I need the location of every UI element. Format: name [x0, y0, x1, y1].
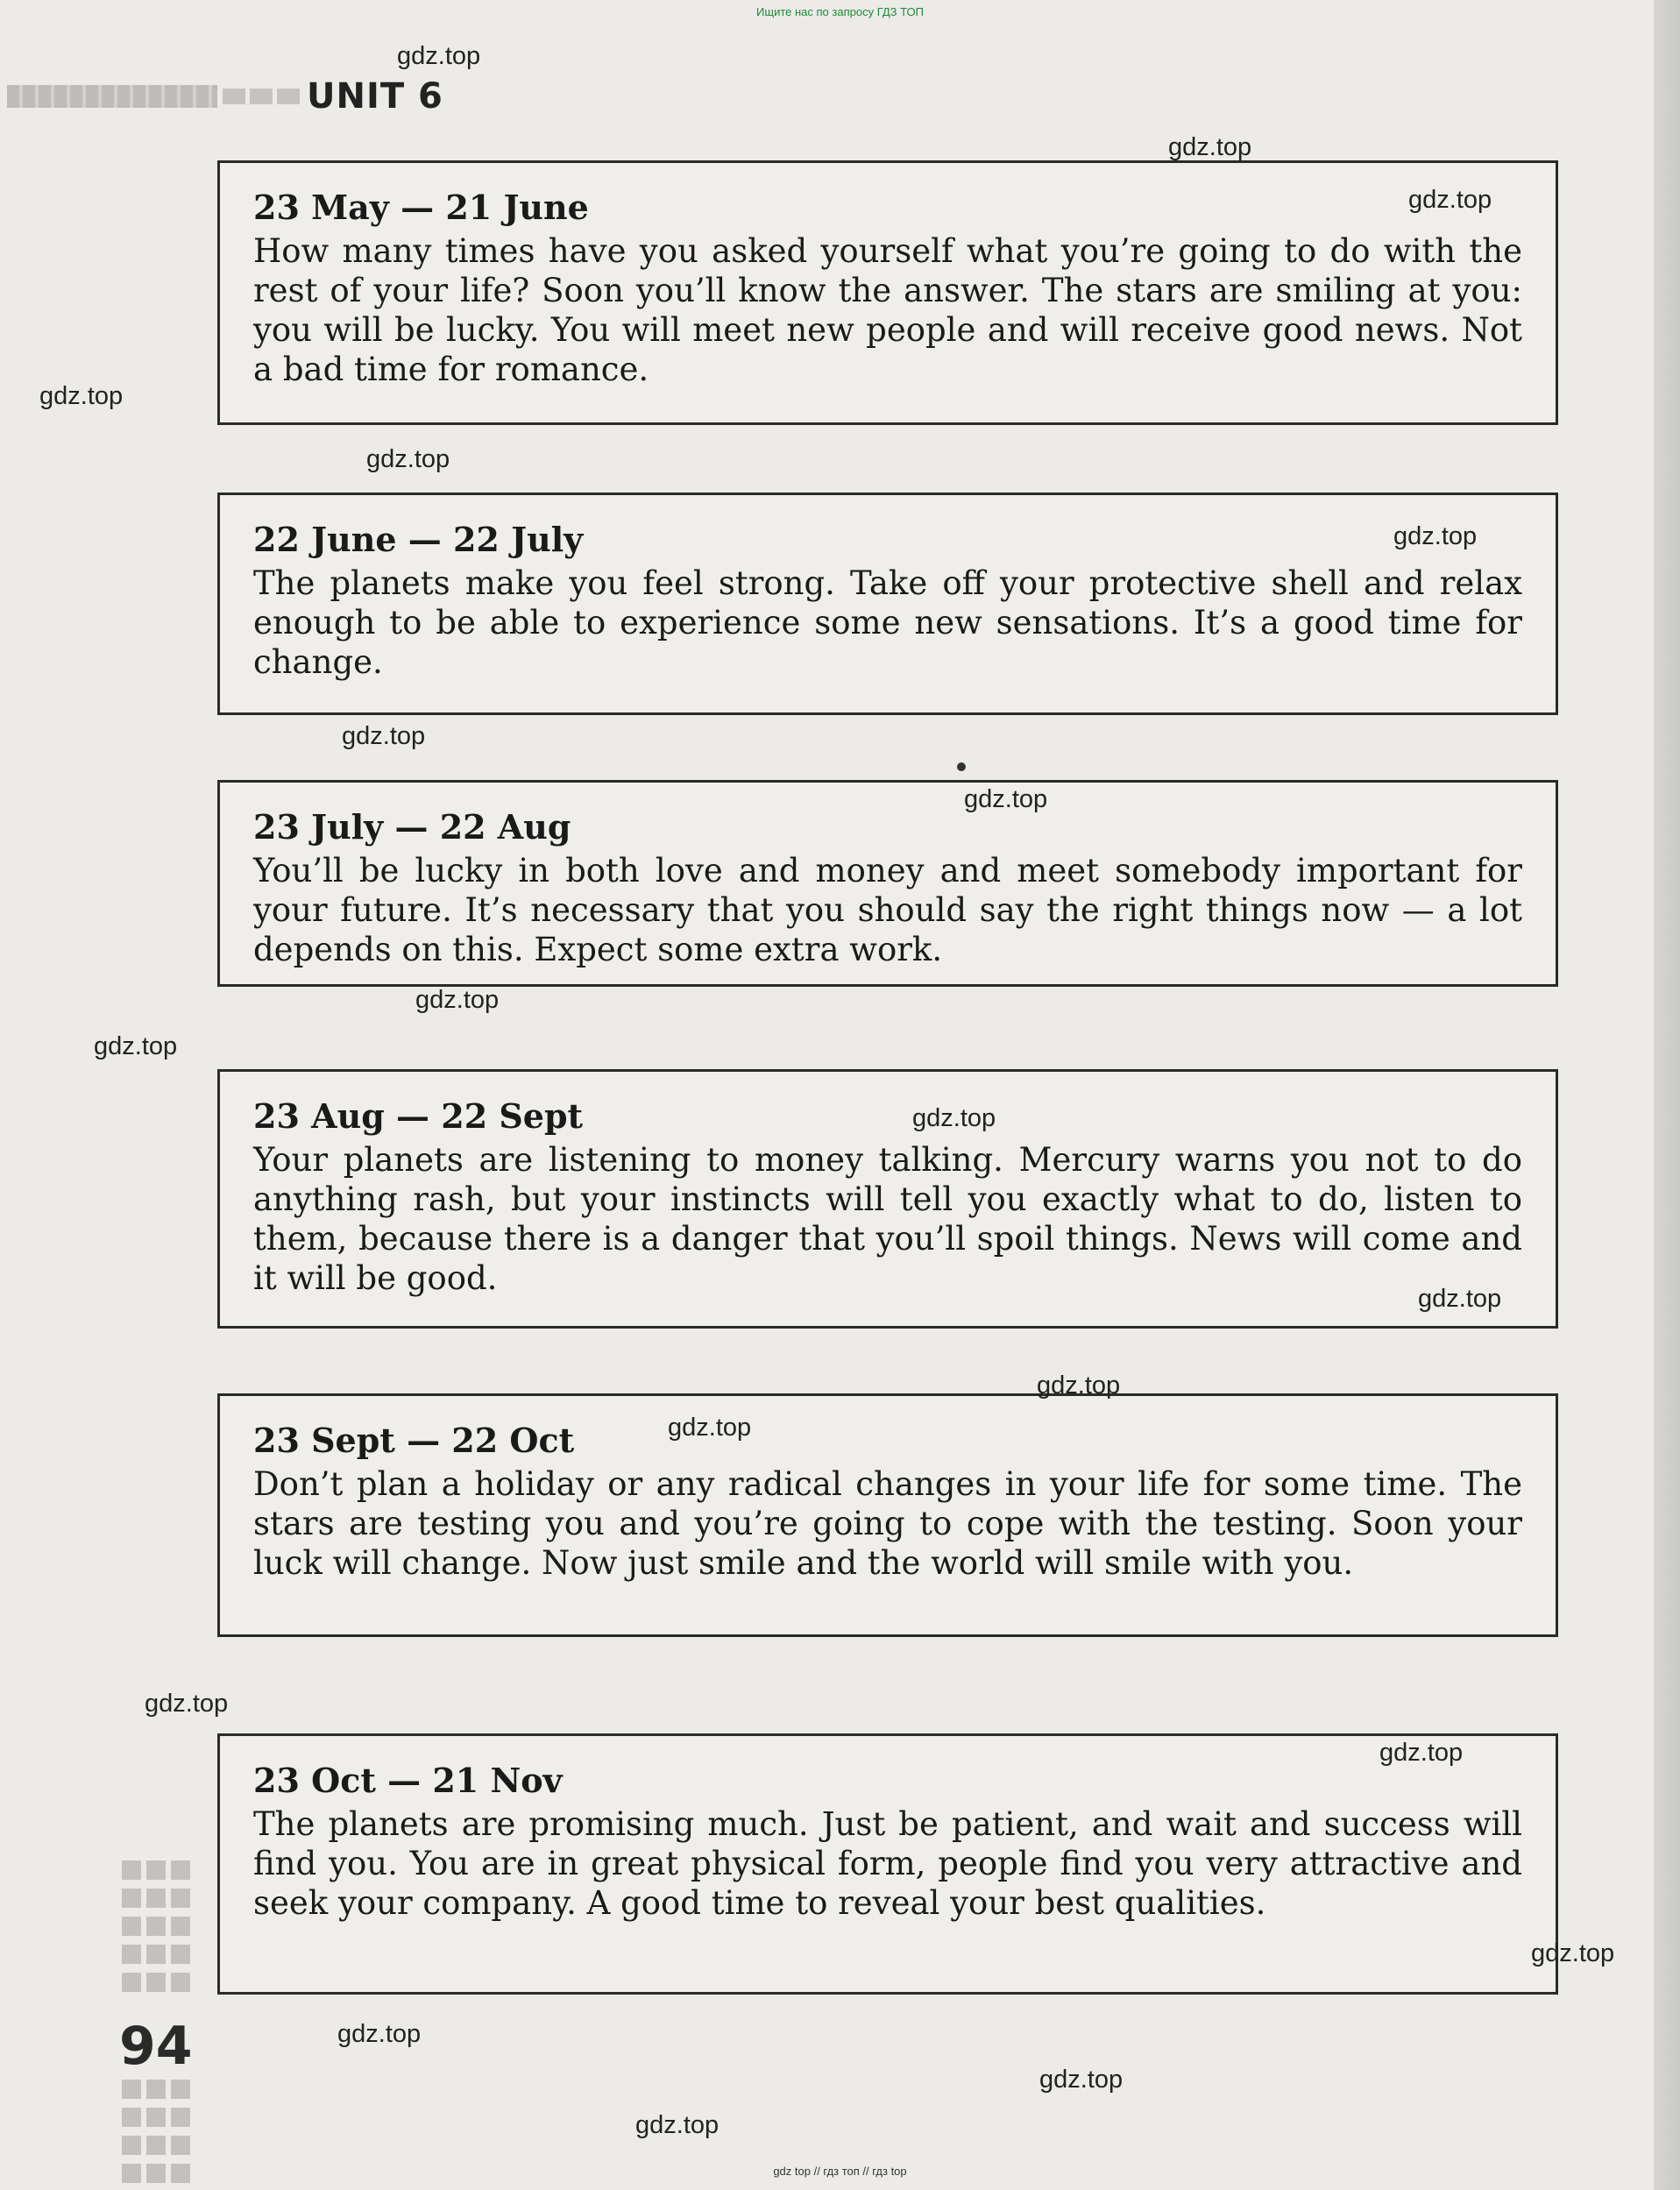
unit-header-bar — [7, 85, 217, 108]
page-number: 94 — [119, 2016, 193, 2077]
unit-title: UNIT 6 — [307, 76, 443, 117]
horoscope-card-virgo — [217, 1069, 1558, 1329]
card-date: 23 May — 21 June — [253, 188, 589, 227]
watermark: gdz.top — [39, 382, 124, 410]
card-text: Don’t plan a holiday or any radical changes in your life for some time. The stars are testing you and you’re going to cope with the testing. Soon your luck will change. Now just smile and the world will smile with you. — [253, 1465, 1522, 1582]
card-text: You’ll be lucky in both love and money and meet somebody important for your future. It’s necessary that you should say the right things now — a lot depends on this. Expect some extra work. — [253, 852, 1522, 968]
card-text: How many times have you asked yourself what you’re going to do with the rest of your life? Soon you’ll know the answer. The stars are smiling at you: you will be lucky. You will meet new people and will receive good news. Not a bad time for romance. — [253, 232, 1522, 388]
card-text: The planets are promising much. Just be patient, and wait and success will find you. You are in great physical form, people find you very attractive and seek your company. A good time to reveal your best qualities. — [253, 1805, 1522, 1922]
horoscope-card-libra — [217, 1393, 1558, 1637]
unit-header-dashes — [223, 89, 300, 104]
watermark: gdz.top — [1379, 1739, 1464, 1767]
watermark: gdz.top — [1418, 1285, 1502, 1313]
card-date: 23 Sept — 22 Oct — [253, 1421, 575, 1460]
watermark: gdz.top — [342, 722, 426, 750]
card-date: 23 Aug — 22 Sept — [253, 1096, 584, 1136]
watermark: gdz.top — [1408, 186, 1492, 214]
top-banner[interactable]: Ищите нас по запросу ГДЗ ТОП — [756, 5, 924, 18]
watermark: gdz.top — [912, 1104, 996, 1132]
watermark: gdz.top — [1168, 133, 1252, 161]
watermark: gdz.top — [94, 1032, 178, 1060]
card-date: 22 June — 22 July — [253, 520, 584, 559]
page-edge — [1654, 0, 1680, 2190]
horoscope-card-cancer — [217, 493, 1558, 715]
watermark: gdz.top — [964, 785, 1048, 813]
watermark: gdz.top — [397, 42, 481, 70]
horoscope-card-gemini — [217, 160, 1558, 425]
unit-header — [7, 76, 443, 117]
card-date: 23 July — 22 Aug — [253, 807, 571, 847]
page-grid-decoration — [119, 1858, 193, 1998]
horoscope-card-scorpio — [217, 1733, 1558, 1995]
watermark: gdz.top — [366, 445, 450, 473]
card-date: 23 Oct — 21 Nov — [253, 1761, 563, 1800]
watermark: gdz.top — [1037, 1371, 1121, 1400]
watermark: gdz.top — [337, 2020, 422, 2048]
card-text: Your planets are listening to money talking. Mercury warns you not to do anything rash, but your instincts will tell you exactly what to do, listen to them, because there is a danger that you’ll spoil things. News will come and it will be good. — [253, 1141, 1522, 1297]
watermark: gdz.top — [1531, 1939, 1615, 1967]
watermark: gdz.top — [668, 1414, 752, 1442]
print-speck — [957, 762, 966, 771]
watermark: gdz.top — [1393, 522, 1478, 550]
watermark: gdz.top — [635, 2111, 719, 2139]
watermark: gdz.top — [415, 986, 500, 1014]
horoscope-card-leo — [217, 780, 1558, 987]
bottom-banner[interactable]: gdz top // гдз топ // гдз top — [773, 2165, 907, 2178]
watermark: gdz.top — [1039, 2066, 1124, 2094]
card-text: The planets make you feel strong. Take off your protective shell and relax enough to be able to experience some new sensations. It’s a good time for change. — [253, 564, 1522, 681]
watermark: gdz.top — [145, 1690, 229, 1718]
